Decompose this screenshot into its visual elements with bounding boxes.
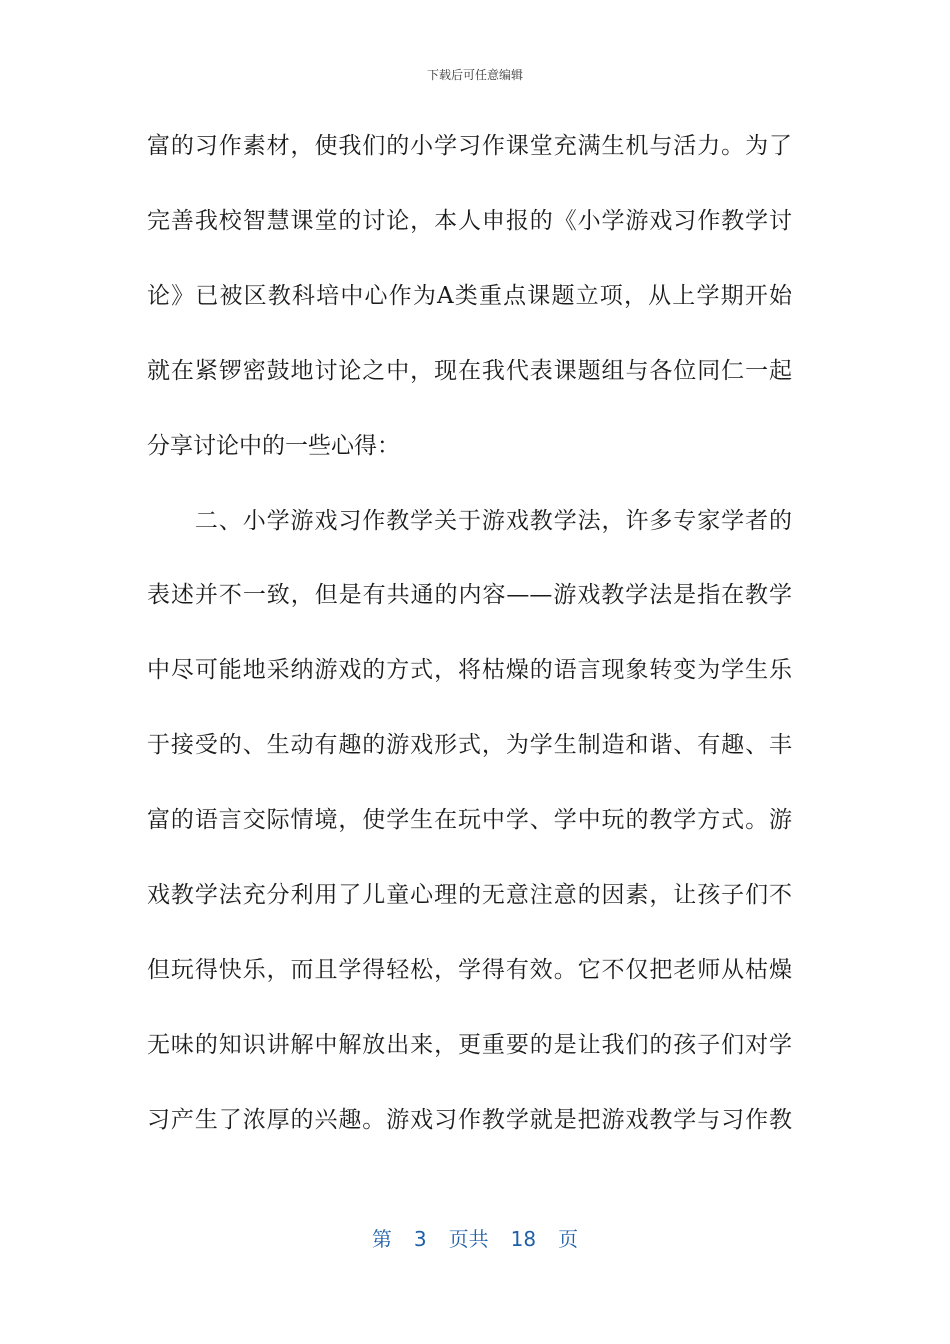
page-mid: 页共 bbox=[448, 1227, 489, 1251]
text-line: 戏教学法充分利用了儿童心理的无意注意的因素，让孩子们不 bbox=[147, 882, 792, 908]
page-suffix: 页 bbox=[558, 1227, 579, 1251]
text-line: 无味的知识讲解中解放出来，更重要的是让我们的孩子们对学 bbox=[147, 1032, 792, 1058]
text-line: 表述并不一致，但是有共通的内容——游戏教学法是指在教学 bbox=[147, 582, 792, 608]
text-line: 分享讨论中的一些心得： bbox=[147, 433, 400, 459]
text-line: 完善我校智慧课堂的讨论，本人申报的《小学游戏习作教学讨 bbox=[147, 208, 792, 234]
text-line: 但玩得快乐，而且学得轻松，学得有效。它不仅把老师从枯燥 bbox=[147, 957, 792, 983]
page-header: 下载后可任意编辑 bbox=[426, 68, 523, 82]
text-line: 就在紧锣密鼓地讨论之中，现在我代表课题组与各位同仁一起 bbox=[147, 358, 792, 384]
text-line: 于接受的、生动有趣的游戏形式，为学生制造和谐、有趣、丰 bbox=[147, 732, 792, 758]
text-line: 富的语言交际情境，使学生在玩中学、学中玩的教学方式。游 bbox=[147, 807, 792, 833]
text-line: 中尽可能地采纳游戏的方式，将枯燥的语言现象转变为学生乐 bbox=[147, 657, 792, 683]
page-number: 3 bbox=[413, 1227, 427, 1251]
text-line: 二、小学游戏习作教学关于游戏教学法，许多专家学者的 bbox=[147, 508, 792, 534]
total-pages: 18 bbox=[510, 1227, 537, 1251]
text-line: 论》已被区教科培中心作为A类重点课题立项，从上学期开始 bbox=[147, 283, 792, 309]
page-prefix: 第 bbox=[371, 1227, 392, 1251]
page-footer bbox=[0, 1225, 950, 1253]
text-line: 富的习作素材，使我们的小学习作课堂充满生机与活力。为了 bbox=[147, 133, 792, 159]
text-line: 习产生了浓厚的兴趣。游戏习作教学就是把游戏教学与习作教 bbox=[147, 1107, 792, 1133]
